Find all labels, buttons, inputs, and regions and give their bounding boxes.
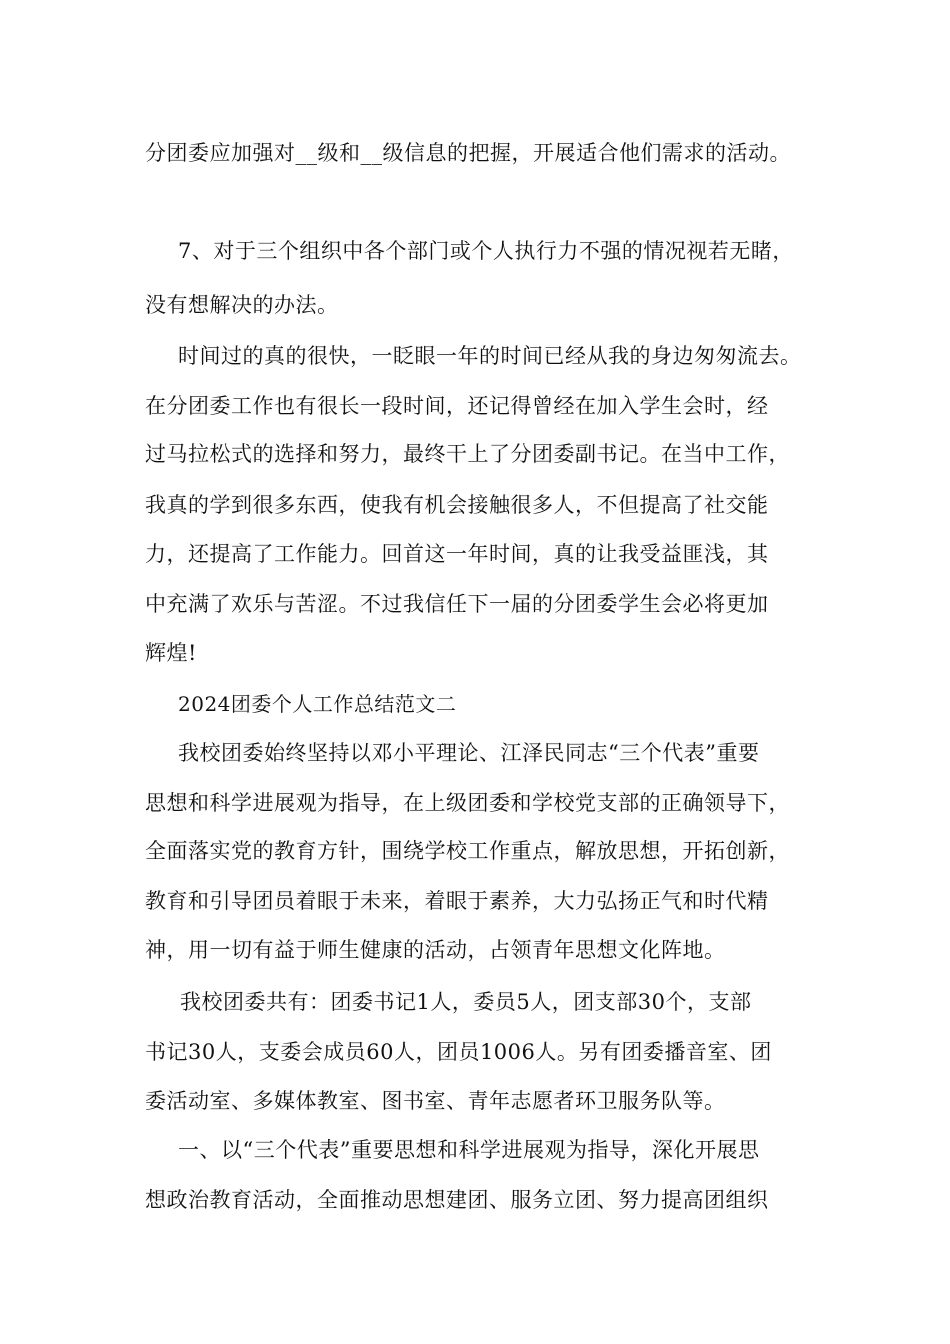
section-heading: 2024团委个人工作总结范文二: [178, 692, 457, 716]
paragraph-line: 7、对于三个组织中各个部门或个人执行力不强的情况视若无睹，: [178, 239, 794, 263]
paragraph-line: 教育和引导团员着眼于未来，着眼于素养，大力弘扬正气和时代精: [145, 889, 769, 913]
paragraph-line: 我真的学到很多东西，使我有机会接触很多人，不但提高了社交能: [145, 493, 769, 517]
paragraph-line: 思想和科学进展观为指导，在上级团委和学校党支部的正确领导下，: [145, 791, 790, 815]
paragraph-line: 委活动室、多媒体教室、图书室、青年志愿者环卫服务队等。: [145, 1089, 726, 1113]
paragraph-line: 中充满了欢乐与苦涩。不过我信任下一届的分团委学生会必将更加: [145, 592, 769, 616]
paragraph-line: 分团委应加强对__级和__级信息的把握，开展适合他们需求的活动。: [145, 141, 791, 165]
paragraph-line: 过马拉松式的选择和努力，最终干上了分团委副书记。在当中工作，: [145, 442, 790, 466]
paragraph-line: 力，还提高了工作能力。回首这一年时间，真的让我受益匪浅，其: [145, 542, 769, 566]
paragraph-line: 书记30人，支委会成员60人，团员1006人。另有团委播音室、团: [145, 1040, 772, 1064]
paragraph-line: 一、以“三个代表”重要思想和科学进展观为指导，深化开展思: [178, 1138, 760, 1162]
paragraph-line: 我校团委始终坚持以邓小平理论、江泽民同志“三个代表”重要: [178, 741, 760, 765]
paragraph-line: 辉煌!: [145, 641, 197, 665]
paragraph-line: 我校团委共有：团委书记1人，委员5人，团支部30个，支部: [180, 990, 752, 1014]
paragraph-line: 全面落实党的教育方针，围绕学校工作重点，解放思想，开拓创新，: [145, 839, 790, 863]
paragraph-line: 没有想解决的办法。: [145, 293, 339, 317]
paragraph-line: 时间过的真的很快，一眨眼一年的时间已经从我的身边匆匆流去。: [178, 344, 802, 368]
paragraph-line: 在分团委工作也有很长一段时间，还记得曾经在加入学生会时，经: [145, 394, 769, 418]
paragraph-line: 神，用一切有益于师生健康的活动，占领青年思想文化阵地。: [145, 938, 726, 962]
paragraph-line: 想政治教育活动，全面推动思想建团、服务立团、努力提高团组织: [145, 1188, 769, 1212]
